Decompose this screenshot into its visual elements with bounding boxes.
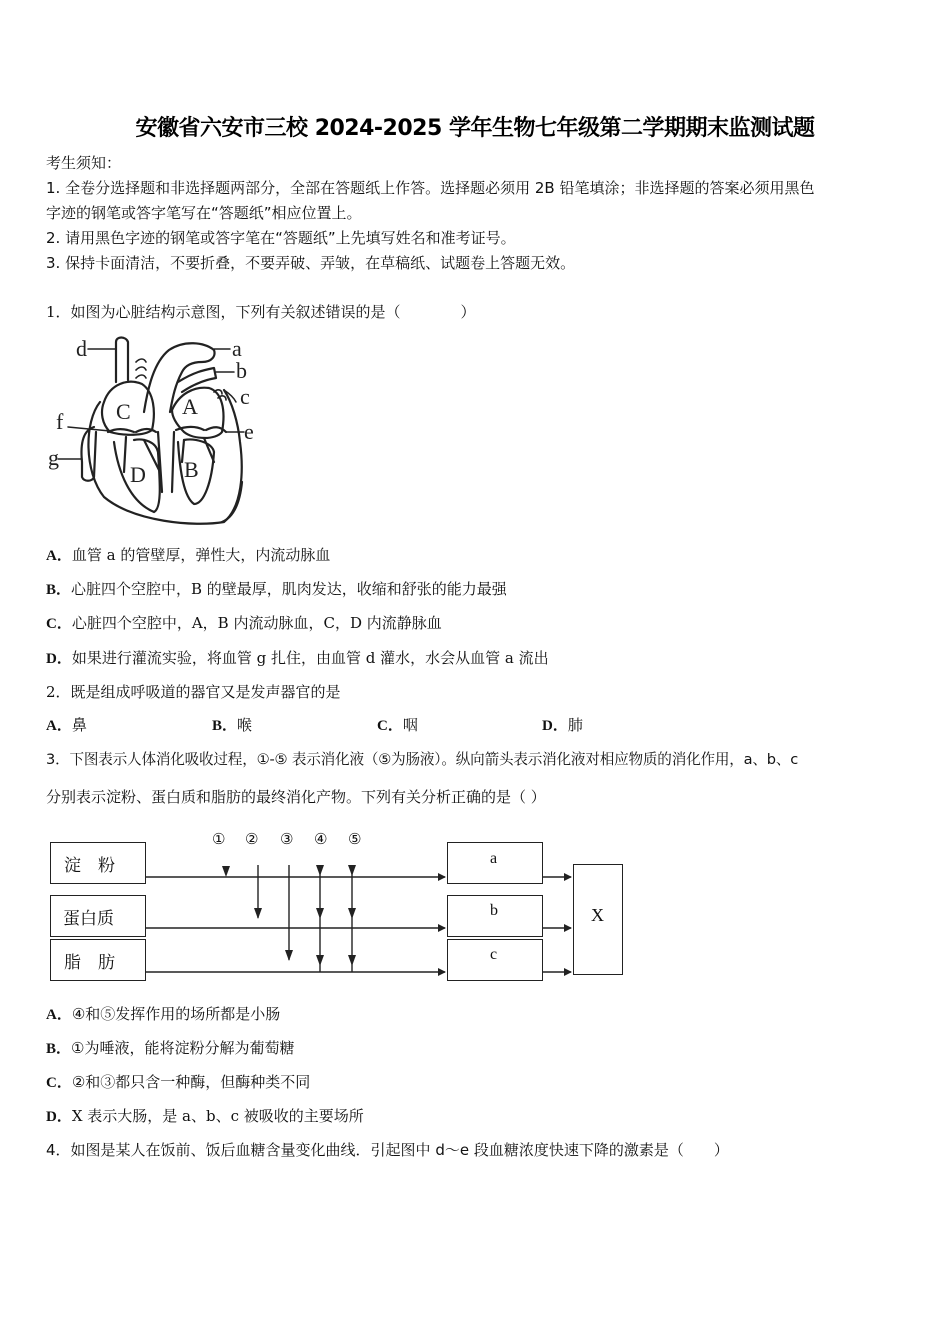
question-1-option-b[interactable] bbox=[46, 578, 507, 599]
option-letter: D． bbox=[46, 651, 72, 667]
option-text: 如果进行灌流实验，将血管 g 扎住，由血管 d 灌水，水会从血管 a 流出 bbox=[71, 649, 549, 667]
notice-item-1-cont: 字迹的钢笔或答字笔写在“答题纸”相应位置上。 bbox=[46, 204, 362, 222]
exam-title: 安徽省六安市三校 2024-2025 学年生物七年级第二学期期末监测试题 bbox=[135, 116, 815, 141]
question-3-option-a[interactable] bbox=[46, 1003, 280, 1024]
question-3-option-b[interactable] bbox=[46, 1037, 294, 1058]
absorption-site-label: X bbox=[591, 905, 604, 925]
option-text: 心脏四个空腔中，B 的壁最厚，肌肉发达，收缩和舒张的能力最强 bbox=[71, 580, 507, 598]
label-f: f bbox=[56, 409, 64, 434]
option-text: 喉 bbox=[237, 716, 253, 734]
question-2-option-c[interactable] bbox=[377, 714, 418, 735]
substance-label: 蛋白质 bbox=[63, 909, 114, 929]
notice-item-2: 2. 请用黑色字迹的钢笔或答字笔在“答题纸”上先填写姓名和准考证号。 bbox=[46, 229, 516, 247]
option-letter: B． bbox=[212, 718, 238, 734]
option-text: 血管 a 的管壁厚，弹性大，内流动脉血 bbox=[71, 546, 331, 564]
substance-label: 淀 粉 bbox=[64, 856, 115, 876]
question-4-stem: 4．如图是某人在饭前、饭后血糖含量变化曲线．引起图中 d～e 段血糖浓度快速下降的激素是（ ） bbox=[46, 1141, 729, 1159]
option-letter: A． bbox=[46, 718, 72, 734]
option-text: 鼻 bbox=[71, 716, 87, 734]
option-letter: A． bbox=[46, 548, 72, 564]
question-3-stem-line2: 分别表示淀粉、蛋白质和脂肪的最终消化产物。下列有关分析正确的是（ ） bbox=[46, 788, 546, 806]
question-3-stem-line1: 3．下图表示人体消化吸收过程，①-⑤ 表示消化液（⑤为肠液）。纵向箭头表示消化液对相应物质的消化作用，a、b、c bbox=[46, 751, 799, 768]
option-letter: D． bbox=[46, 1109, 72, 1125]
question-3-option-d[interactable] bbox=[46, 1105, 364, 1126]
juice-label-2: ② bbox=[245, 830, 259, 848]
option-letter: D． bbox=[542, 718, 568, 734]
label-a: a bbox=[232, 336, 242, 361]
question-1-stem: 1．如图为心脏结构示意图，下列有关叙述错误的是（ ） bbox=[46, 303, 476, 321]
question-3-option-c[interactable] bbox=[46, 1071, 310, 1092]
option-text: 肺 bbox=[567, 716, 583, 734]
option-text: 咽 bbox=[402, 716, 418, 734]
question-1-option-c[interactable] bbox=[46, 612, 442, 633]
option-text: ①为唾液，能将淀粉分解为葡萄糖 bbox=[71, 1039, 295, 1057]
option-letter: B． bbox=[46, 1041, 72, 1057]
question-1-option-a[interactable] bbox=[46, 544, 330, 565]
label-D: D bbox=[130, 462, 146, 487]
juice-label-5: ⑤ bbox=[348, 830, 362, 848]
juice-label-3: ③ bbox=[280, 830, 294, 848]
label-B: B bbox=[184, 457, 199, 482]
juice-label-4: ④ bbox=[314, 830, 328, 848]
notice-heading: 考生须知： bbox=[46, 154, 122, 172]
option-letter: C． bbox=[46, 616, 72, 632]
label-d: d bbox=[76, 336, 87, 361]
product-label: a bbox=[490, 850, 498, 867]
flow-arrows bbox=[40, 820, 640, 990]
question-2-option-d[interactable] bbox=[542, 714, 583, 735]
label-b: b bbox=[236, 358, 247, 383]
product-label: c bbox=[490, 946, 498, 963]
notice-item-1: 1. 全卷分选择题和非选择题两部分，全部在答题纸上作答。选择题必须用 2B 铅笔填涂；非选择题的答案必须用黑色 bbox=[46, 179, 815, 197]
digestion-diagram bbox=[40, 820, 640, 990]
label-g: g bbox=[48, 445, 59, 470]
question-1-option-d[interactable] bbox=[46, 647, 549, 668]
label-C: C bbox=[116, 399, 131, 424]
label-A: A bbox=[182, 394, 198, 419]
notice-item-3: 3. 保持卡面清洁，不要折叠，不要弄破、弄皱，在草稿纸、试题卷上答题无效。 bbox=[46, 254, 576, 272]
question-2-stem: 2．既是组成呼吸道的器官又是发声器官的是 bbox=[46, 683, 341, 701]
juice-label-1: ① bbox=[212, 830, 226, 848]
label-c: c bbox=[240, 384, 250, 409]
option-letter: C． bbox=[46, 1075, 72, 1091]
label-e: e bbox=[244, 419, 254, 444]
substance-label: 脂 肪 bbox=[64, 953, 115, 973]
option-letter: C． bbox=[377, 718, 403, 734]
heart-diagram bbox=[44, 332, 269, 527]
option-text: X 表示大肠，是 a、b、c 被吸收的主要场所 bbox=[71, 1107, 364, 1125]
option-text: ④和⑤发挥作用的场所都是小肠 bbox=[71, 1005, 281, 1023]
option-letter: A． bbox=[46, 1007, 72, 1023]
option-text: ②和③都只含一种酶，但酶种类不同 bbox=[71, 1073, 311, 1091]
question-2-option-a[interactable] bbox=[46, 714, 87, 735]
product-label: b bbox=[490, 902, 498, 919]
option-letter: B． bbox=[46, 582, 72, 598]
question-2-option-b[interactable] bbox=[212, 714, 252, 735]
option-text: 心脏四个空腔中，A，B 内流动脉血，C，D 内流静脉血 bbox=[71, 614, 442, 632]
